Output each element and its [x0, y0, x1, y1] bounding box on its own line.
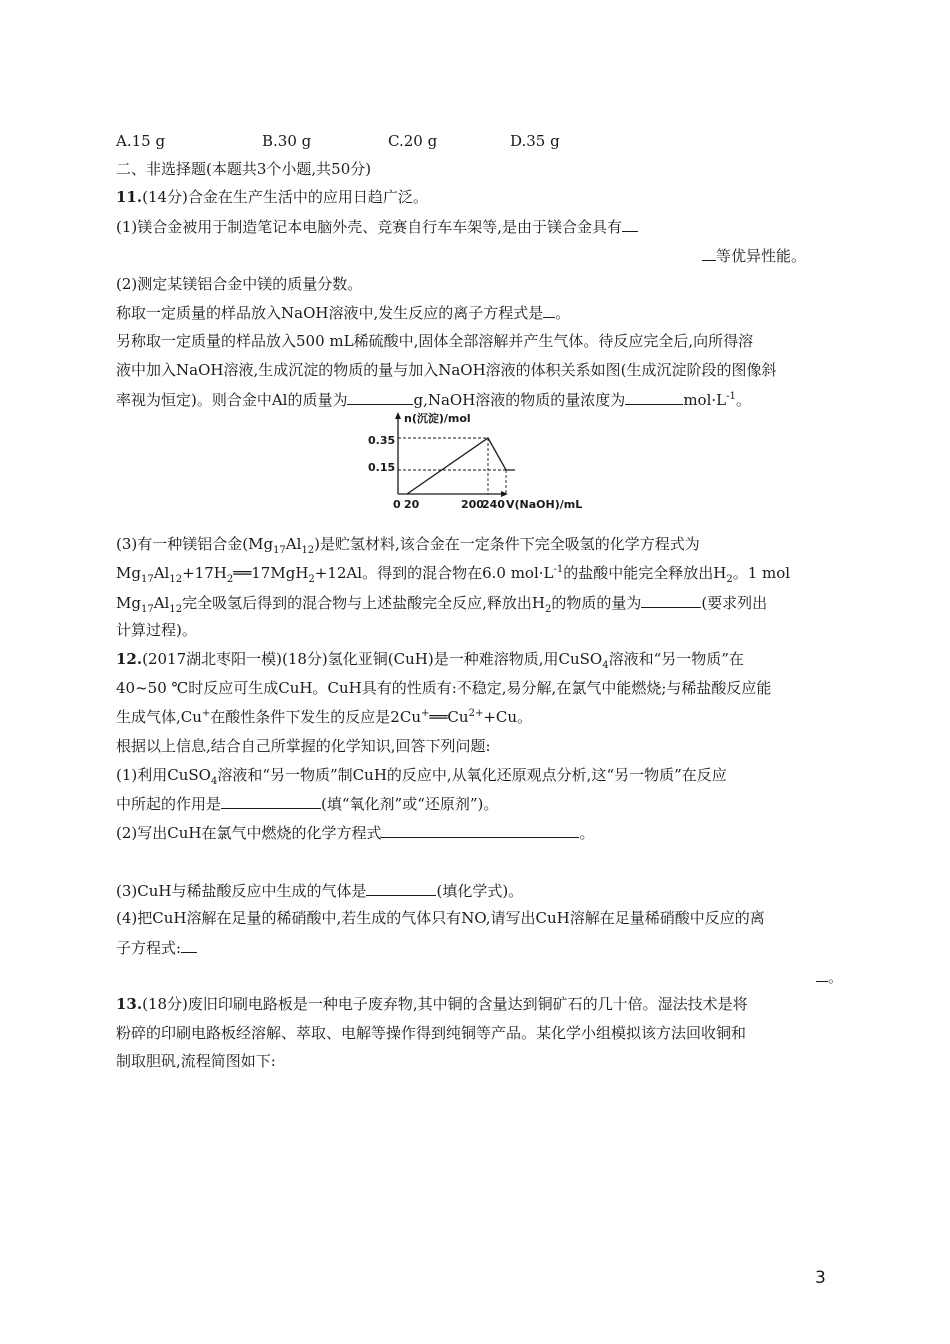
q12-intro	[116, 649, 744, 669]
q11-p2c: 另称取一定质量的样品放入500 mL稀硫酸中,固体全部溶解并产生气体。待反应完全后,向所得溶	[116, 332, 754, 350]
q12-p3-t2: (填化学式)。	[436, 882, 524, 900]
q12-intro-sub: 4	[602, 660, 609, 671]
q11-p2b-end: 。	[555, 304, 571, 322]
q12-l3-t2: 在酸性条件下发生的反应是2Cu	[210, 708, 421, 726]
q11-p2b	[116, 302, 570, 323]
q11-p3b-s1: 17	[140, 574, 154, 585]
q11-p3a-t2: Al	[285, 535, 302, 553]
q12-role-blank[interactable]	[221, 793, 321, 809]
q12-p2-t1: (2)写出CuH在氯气中燃烧的化学方程式	[116, 824, 382, 842]
q11-p3c-s2: 12	[169, 604, 183, 615]
q11-h2-amount-blank[interactable]	[641, 592, 701, 608]
y-tick-0.15: 0.15	[368, 461, 396, 474]
q12-p1a-t1: (1)利用CuSO	[116, 766, 211, 784]
q12-p2	[116, 822, 594, 843]
q12-p4c	[816, 966, 843, 987]
q11-p2e	[116, 389, 751, 410]
q11-p3b-s2: 12	[169, 574, 183, 585]
option-d: D.35 g	[510, 132, 560, 150]
q11-p3b-sup: -1	[553, 564, 564, 575]
q11-intro	[116, 187, 428, 207]
q12-equation-blank[interactable]	[381, 822, 579, 838]
q13-l2: 粉碎的印刷电路板经溶解、萃取、电解等操作得到纯铜等产品。某化学小组模拟该方法回收铜和	[116, 1024, 747, 1042]
q11-p3c-t2: Al	[153, 594, 170, 612]
q12-ionic-eq-blank[interactable]	[181, 937, 197, 953]
q11-number: 11.	[116, 188, 143, 206]
q11-answer-blank-2[interactable]	[543, 302, 555, 318]
q11-p3b	[116, 563, 790, 583]
q12-p1a	[116, 765, 727, 785]
q11-p1b	[702, 245, 806, 266]
q12-p1a-t2: 溶液和“另一物质”制CuH的反应中,从氧化还原观点分析,这“另一物质”在反应	[217, 766, 727, 784]
q11-p3b-t4: ══17MgH	[233, 564, 309, 582]
section-heading: 二、非选择题(本题共3个小题,共50分)	[116, 160, 372, 178]
q11-p3b-s4: 2	[308, 574, 315, 585]
q12-intro-t1: (2017湖北枣阳一模)(18分)氢化亚铜(CuH)是一种难溶物质,用CuSO	[142, 650, 603, 668]
q12-l4: 根据以上信息,结合自己所掌握的化学知识,回答下列问题:	[116, 737, 491, 755]
q12-p1b	[116, 793, 498, 814]
q13-l1-text: (18分)废旧印刷电路板是一种电子废弃物,其中铜的含量达到铜矿石的几十倍。湿法技术是将	[142, 995, 748, 1013]
q11-p3c	[116, 592, 767, 613]
x-axis-label: V(NaOH)/mL	[506, 498, 583, 511]
q12-l3-t3: ══Cu	[429, 708, 469, 726]
q12-ionic-eq-blank-end[interactable]	[816, 966, 828, 982]
q12-p4a: (4)把CuH溶解在足量的稀硝酸中,若生成的气体只有NO,请写出CuH溶解在足量稀硝酸中反应的离	[116, 909, 765, 927]
q11-p3b-t6: 的盐酸中能完全释放出H	[563, 564, 727, 582]
q12-l3-sup1: +	[201, 708, 211, 719]
q11-answer-blank-1b[interactable]	[702, 245, 716, 261]
q11-p3c-s1: 17	[140, 604, 154, 615]
q11-p3b-t3: +17H	[182, 564, 227, 582]
q13-l3: 制取胆矾,流程简图如下:	[116, 1052, 276, 1070]
q12-l3-t4: +Cu。	[483, 708, 533, 726]
q11-p2e-text-1: 率视为恒定)。则合金中Al的质量为	[116, 391, 348, 409]
q12-l2: 40~50 ℃时反应可生成CuH。CuH具有的性质有:不稳定,易分解,在氯气中能燃烧;与稀盐酸反应能	[116, 679, 772, 697]
q11-p3c-t4: 的物质的量为	[551, 594, 642, 612]
option-c: C.20 g	[388, 132, 438, 150]
x-tick-0: 0	[393, 498, 401, 511]
q12-p1a-sub: 4	[210, 776, 218, 787]
q12-gas-blank[interactable]	[366, 880, 436, 896]
y-tick-0.35: 0.35	[368, 434, 396, 447]
option-b: B.30 g	[262, 132, 312, 150]
precipitate-chart	[360, 410, 600, 514]
q12-p3-t1: (3)CuH与稀盐酸反应中生成的气体是	[116, 882, 367, 900]
q12-l3-sup2: +	[420, 708, 430, 719]
q11-p3c-t3: 完全吸氢后得到的混合物与上述盐酸完全反应,释放出H	[182, 594, 545, 612]
q12-p2-t2: 。	[579, 824, 595, 842]
q12-number: 12.	[116, 650, 143, 668]
q11-p2e-text-4: 。	[735, 391, 751, 409]
q11-p2e-sup: -1	[726, 391, 736, 402]
page-number: 3	[815, 1268, 826, 1288]
q11-p3b-t2: Al	[153, 564, 170, 582]
q12-intro-t2: 溶液和“另一物质”在	[608, 650, 744, 668]
x-tick-20: 20	[404, 498, 420, 511]
q11-p2e-text-3: mol·L	[683, 391, 727, 409]
q11-answer-blank-1[interactable]	[622, 216, 638, 232]
dashed-guides	[398, 438, 506, 494]
q11-p3d: 计算过程)。	[116, 621, 197, 639]
q12-l3	[116, 707, 532, 727]
y-axis-arrow	[395, 412, 401, 419]
q11-p3b-t5: +12Al。得到的混合物在6.0 mol·L	[314, 564, 554, 582]
q11-p2a: (2)测定某镁铝合金中镁的质量分数。	[116, 275, 363, 293]
q11-p1b-text: 等优异性能。	[716, 247, 807, 265]
q12-p4c-text: 。	[828, 968, 844, 986]
q11-p3a-t3: )是贮氢材料,该合金在一定条件下完全吸氢的化学方程式为	[314, 535, 700, 553]
q11-al-mass-blank[interactable]	[347, 389, 413, 405]
q11-p3a-s2: 12	[301, 545, 315, 556]
option-a: A.15 g	[116, 132, 166, 150]
q12-p3	[116, 880, 523, 901]
q11-p3b-s5: 2	[726, 574, 733, 585]
q11-p3a-t1: (3)有一种镁铝合金(Mg	[116, 535, 274, 553]
q11-p3c-t1: Mg	[116, 594, 141, 612]
q12-p4b	[116, 937, 197, 958]
q12-l3-t1: 生成气体,Cu	[116, 708, 202, 726]
q12-p4b-text: 子方程式:	[116, 939, 182, 957]
q11-p2b-text: 称取一定质量的样品放入NaOH溶液中,发生反应的离子方程式是	[116, 304, 544, 322]
q11-p2d: 液中加入NaOH溶液,生成沉淀的物质的量与加入NaOH溶液的体积关系如图(生成沉淀阶段的图像斜	[116, 361, 777, 379]
q12-p1b-t2: (填“氧化剂”或“还原剂”)。	[321, 795, 499, 813]
q13-l1	[116, 994, 748, 1014]
q11-intro-text: (14分)合金在生产生活中的应用日趋广泛。	[142, 188, 428, 206]
x-tick-240: 240	[482, 498, 505, 511]
x-tick-200: 200	[461, 498, 484, 511]
precipitate-line	[407, 438, 515, 494]
q11-p3b-t1: Mg	[116, 564, 141, 582]
q11-p3b-s3: 2	[226, 574, 234, 585]
q11-p3a	[116, 534, 700, 554]
q11-naoh-conc-blank[interactable]	[625, 389, 683, 405]
q11-p2e-text-2: g,NaOH溶液的物质的量浓度为	[413, 391, 626, 409]
x-axis-arrow	[501, 491, 508, 497]
q11-p1a-text: (1)镁合金被用于制造笔记本电脑外壳、竞赛自行车车架等,是由于镁合金具有	[116, 218, 623, 236]
q11-p3c-t5: (要求列出	[701, 594, 768, 612]
q12-p1b-t1: 中所起的作用是	[116, 795, 222, 813]
q11-p3c-s3: 2	[544, 604, 552, 615]
q11-p3a-s1: 17	[273, 545, 286, 556]
q11-p3b-t7: 。1 mol	[732, 564, 791, 582]
q12-l3-sup3: 2+	[468, 708, 484, 719]
q13-number: 13.	[116, 995, 143, 1013]
y-axis-label: n(沉淀)/mol	[404, 412, 471, 425]
q11-p1a	[116, 216, 638, 237]
